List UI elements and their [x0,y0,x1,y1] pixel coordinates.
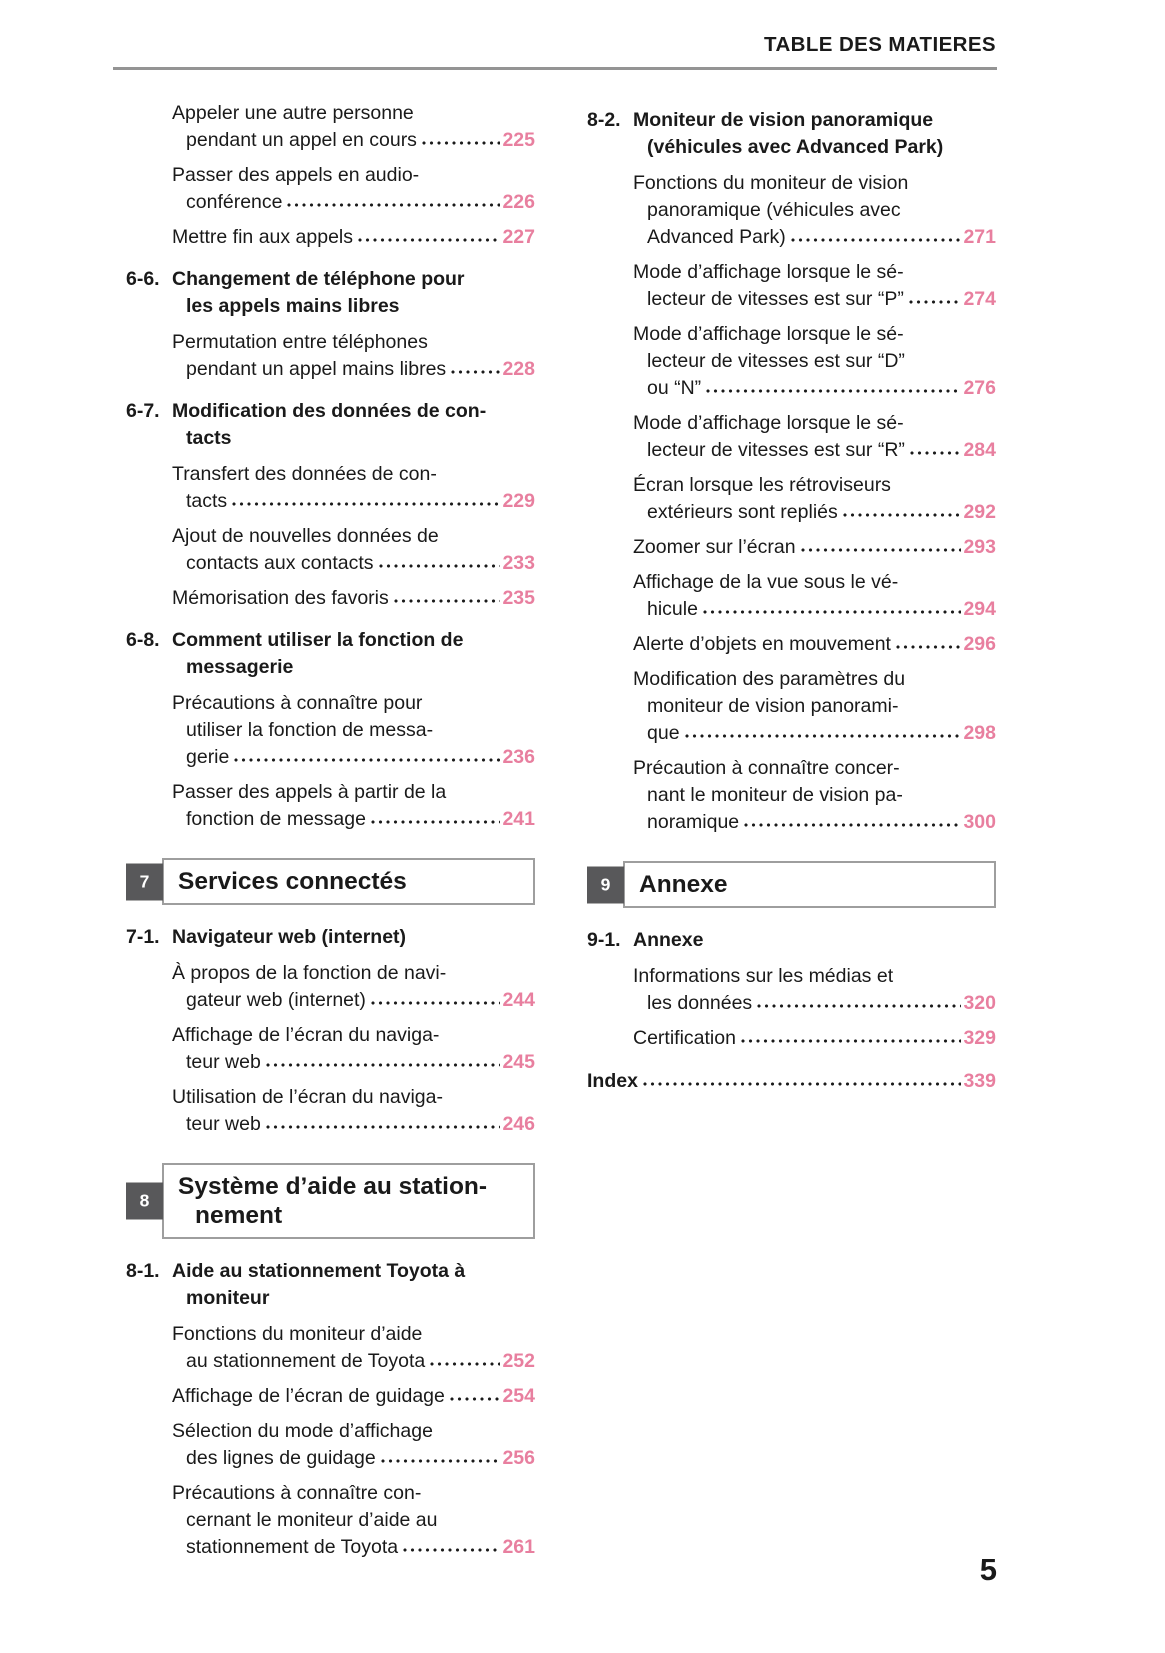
entry-line [633,472,996,499]
page-reference: 293 [963,536,996,558]
entry-text: Informations sur les médias et [633,965,894,987]
entry-line [633,720,996,747]
toc-entry [587,259,996,313]
dot-leader [358,225,500,243]
dot-leader [643,1069,962,1087]
entry-line [633,1025,996,1052]
entry-line [172,329,535,356]
toc-entry [126,779,535,833]
page-reference: 227 [502,226,535,248]
toc-section-heading [126,1258,535,1312]
entry-text: Passer des appels à partir de la [172,781,447,803]
entry-line [172,1084,535,1111]
toc-entry [587,1025,996,1052]
chapter-title-line: Annexe [639,871,728,898]
page-reference: 271 [963,226,996,248]
entry-line [633,990,996,1017]
entry-text: Fonctions du moniteur de vision [633,172,909,194]
entry-text: Utilisation de l’écran du naviga- [172,1086,443,1108]
page-reference: 254 [502,1385,535,1407]
dot-leader [287,190,500,208]
page-reference: 256 [502,1447,535,1469]
dot-leader [394,586,501,604]
dot-leader [266,1050,501,1068]
dot-leader [744,810,961,828]
dot-leader [801,535,962,553]
entry-text: pendant un appel mains libres [186,358,447,380]
toc-entry [126,1383,535,1410]
heading-line: Modification des données de con- [172,400,487,422]
entry-text: Sélection du mode d’affichage [172,1420,433,1442]
entry-line [633,410,996,437]
entry-text: Précautions à connaître con- [172,1482,422,1504]
toc-entry [126,224,535,251]
chapter-title [162,858,535,905]
heading-lines [633,927,996,954]
entry-text: stationnement de Toyota [186,1536,399,1558]
entry-line [633,963,996,990]
section-number: 6-7. [126,400,160,422]
entry-line [172,461,535,488]
heading-line: Aide au stationnement Toyota à [172,1260,466,1282]
entry-text: lecteur de vitesses est sur “P” [647,288,904,310]
entry-text: teur web [186,1051,261,1073]
entry-line [172,523,535,550]
dot-leader [896,632,961,650]
entry-line [172,127,535,154]
page-header-title: TABLE DES MATIERES [764,33,996,56]
entry-text: Certification [633,1027,736,1049]
dot-leader [381,1446,501,1464]
entry-line [172,987,535,1014]
toc-entry [587,410,996,464]
entry-text: Appeler une autre personne [172,102,414,124]
dot-leader [451,357,500,375]
entry-text: gateur web (internet) [186,989,366,1011]
entry-line [633,499,996,526]
page-reference: 245 [502,1051,535,1073]
toc-entry [126,1480,535,1561]
heading-line: (véhicules avec Advanced Park) [647,136,944,158]
entry-text: hicule [647,598,698,620]
header-rule [113,67,997,70]
entry-line [172,356,535,383]
heading-lines [172,266,535,320]
entry-text: utiliser la fonction de messa- [186,719,434,741]
entry-text: Écran lorsque les rétroviseurs [633,474,891,496]
entry-line [633,224,996,251]
dot-leader [757,991,961,1009]
entry-line [633,534,996,561]
toc-section-heading [587,927,996,954]
dot-leader [430,1349,500,1367]
chapter-number-badge: 7 [126,863,163,900]
page-reference: 246 [502,1113,535,1135]
entry-text: Zoomer sur l’écran [633,536,796,558]
entry-line [172,189,535,216]
dot-leader [371,807,501,825]
entry-text: tacts [186,490,228,512]
heading-line: tacts [186,427,232,449]
toc-entry [587,534,996,561]
heading-line: messagerie [186,656,294,678]
entry-text: nant le moniteur de vision pa- [647,784,903,806]
heading-lines [172,398,535,452]
entry-line [633,569,996,596]
entry-text: Mettre fin aux appels [172,226,354,248]
page-reference: 244 [502,989,535,1011]
heading-lines [172,1258,535,1312]
entry-text: Advanced Park) [647,226,786,248]
entry-text: des lignes de guidage [186,1447,376,1469]
toc-section-heading [126,266,535,320]
page-reference: 236 [502,746,535,768]
toc-entry [126,1418,535,1472]
entry-text: Mode d’affichage lorsque le sé- [633,323,904,345]
entry-text: fonction de message [186,808,366,830]
section-number: 9-1. [587,929,621,951]
toc-entry [126,523,535,577]
entry-line [172,744,535,771]
heading-lines [172,627,535,681]
entry-line [172,1049,535,1076]
page-reference: 241 [502,808,535,830]
heading-line: Annexe [633,929,704,951]
dot-leader [371,988,501,1006]
entry-line [172,1383,535,1410]
dot-leader [450,1384,501,1402]
entry-line [172,1418,535,1445]
entry-line [172,550,535,577]
entry-text: lecteur de vitesses est sur “R” [647,439,905,461]
page-reference: 225 [502,129,535,151]
heading-line: Comment utiliser la fonction de [172,629,464,651]
entry-line [172,1022,535,1049]
toc-entry [587,631,996,658]
dot-leader [741,1026,961,1044]
entry-text: Index [587,1070,638,1092]
entry-line [172,1111,535,1138]
toc-column-left [126,92,535,1569]
page-reference: 294 [963,598,996,620]
chapter-banner [126,1163,535,1239]
entry-text: extérieurs sont repliés [647,501,838,523]
entry-text: contacts aux contacts [186,552,374,574]
entry-text: À propos de la fonction de navi- [172,962,447,984]
entry-text: conférence [186,191,283,213]
entry-text: teur web [186,1113,261,1135]
page-reference: 320 [963,992,996,1014]
entry-text: les données [647,992,753,1014]
toc-entry [126,960,535,1014]
entry-line [633,375,996,402]
dot-leader [232,489,500,507]
page-reference: 274 [963,288,996,310]
entry-text: que [647,722,680,744]
entry-text: moniteur de vision panorami- [647,695,899,717]
entry-text: Affichage de l’écran de guidage [172,1385,445,1407]
page-reference: 261 [502,1536,535,1558]
page-reference: 329 [963,1027,996,1049]
entry-line [172,779,535,806]
entry-line [172,1348,535,1375]
page-reference: 292 [963,501,996,523]
entry-text: cernant le moniteur d’aide au [186,1509,438,1531]
entry-text: Modification des paramètres du [633,668,906,690]
entry-text: au stationnement de Toyota [186,1350,426,1372]
entry-line [172,806,535,833]
dot-leader [234,745,500,763]
page-reference: 284 [963,439,996,461]
page-reference: 296 [963,633,996,655]
entry-line [633,809,996,836]
page-reference: 300 [963,811,996,833]
chapter-banner [126,858,535,905]
page-reference: 228 [502,358,535,380]
entry-text: pendant un appel en cours [186,129,417,151]
dot-leader [403,1535,500,1553]
entry-text: Mode d’affichage lorsque le sé- [633,412,904,434]
chapter-banner [587,861,996,908]
page-reference: 298 [963,722,996,744]
chapter-number-badge: 8 [126,1183,163,1220]
toc-entry [126,1321,535,1375]
entry-line [633,170,996,197]
entry-text: ou “N” [647,377,702,399]
chapter-title [162,1163,535,1239]
dot-leader [843,500,962,518]
page-reference: 226 [502,191,535,213]
dot-leader [266,1112,501,1130]
entry-line [172,1445,535,1472]
entry-line [172,585,535,612]
entry-text: lecteur de vitesses est sur “D” [647,350,905,372]
entry-text: Transfert des données de con- [172,463,437,485]
dot-leader [685,721,962,739]
heading-line: Moniteur de vision panoramique [633,109,934,131]
dot-leader [379,551,501,569]
heading-line: moniteur [186,1287,270,1309]
entry-text: Mode d’affichage lorsque le sé- [633,261,904,283]
heading-lines [633,107,996,161]
dot-leader [910,438,962,456]
toc-entry [126,461,535,515]
heading-line: Navigateur web (internet) [172,926,407,948]
toc-entry [126,162,535,216]
chapter-title-line: Système d’aide au station- [178,1173,488,1200]
entry-text: Fonctions du moniteur d’aide [172,1323,423,1345]
entry-line [633,755,996,782]
toc-entry [587,472,996,526]
toc-section-heading [587,107,996,161]
entry-line [172,1534,535,1561]
entry-line [172,690,535,717]
chapter-title [623,861,996,908]
toc-entry [126,329,535,383]
toc-entry [587,569,996,623]
entry-text: Précautions à connaître pour [172,692,423,714]
dot-leader [703,597,962,615]
entry-line [633,693,996,720]
page-reference: 235 [502,587,535,609]
page-reference: 252 [502,1350,535,1372]
section-number: 7-1. [126,926,160,948]
entry-line [633,666,996,693]
entry-line [172,1480,535,1507]
section-number: 6-6. [126,268,160,290]
entry-line [633,631,996,658]
section-number: 8-2. [587,109,621,131]
entry-line [172,100,535,127]
entry-text: Mémorisation des favoris [172,587,389,609]
entry-line [633,437,996,464]
index-entry [587,1068,996,1095]
dot-leader [422,128,501,146]
entry-line [633,197,996,224]
entry-text: gerie [186,746,230,768]
entry-line [633,321,996,348]
page-reference: 339 [963,1070,996,1092]
entry-text: Affichage de la vue sous le vé- [633,571,899,593]
entry-text: Ajout de nouvelles données de [172,525,439,547]
toc-entry [587,321,996,402]
page-reference: 276 [963,377,996,399]
entry-text: noramique [647,811,740,833]
section-number: 6-8. [126,629,160,651]
entry-text: Passer des appels en audio- [172,164,420,186]
page-reference: 229 [502,490,535,512]
entry-text: Permutation entre téléphones [172,331,428,353]
entry-line [172,488,535,515]
toc-entry [126,1022,535,1076]
chapter-number-badge: 9 [587,866,624,903]
toc-column-right [587,92,996,1103]
section-number: 8-1. [126,1260,160,1282]
entry-line [172,717,535,744]
entry-line [172,1507,535,1534]
toc-entry [587,963,996,1017]
entry-line [172,960,535,987]
toc-entry [587,755,996,836]
entry-text: Alerte d’objets en mouvement [633,633,891,655]
entry-line [633,596,996,623]
heading-lines [172,924,535,951]
entry-line [633,782,996,809]
toc-section-heading [126,627,535,681]
chapter-title-line: Services connectés [178,868,407,895]
entry-text: panoramique (véhicules avec [647,199,901,221]
toc-section-heading [126,398,535,452]
toc-section-heading [126,924,535,951]
heading-line: Changement de téléphone pour [172,268,465,290]
toc-entry [126,1084,535,1138]
toc-entry [126,690,535,771]
entry-line [633,286,996,313]
page-number: 5 [979,1552,997,1587]
entry-line [172,1321,535,1348]
entry-line [633,259,996,286]
entry-line [172,162,535,189]
chapter-title-line: nement [195,1202,283,1229]
entry-line [172,224,535,251]
toc-entry [126,585,535,612]
dot-leader [706,376,961,394]
entry-line [587,1068,996,1095]
entry-line [633,348,996,375]
page-reference: 233 [502,552,535,574]
toc-entry [126,100,535,154]
toc-entry [587,170,996,251]
entry-text: Affichage de l’écran du naviga- [172,1024,440,1046]
entry-text: Précaution à connaître concer- [633,757,900,779]
heading-line: les appels mains libres [186,295,400,317]
dot-leader [791,225,962,243]
dot-leader [909,287,962,305]
toc-entry [587,666,996,747]
